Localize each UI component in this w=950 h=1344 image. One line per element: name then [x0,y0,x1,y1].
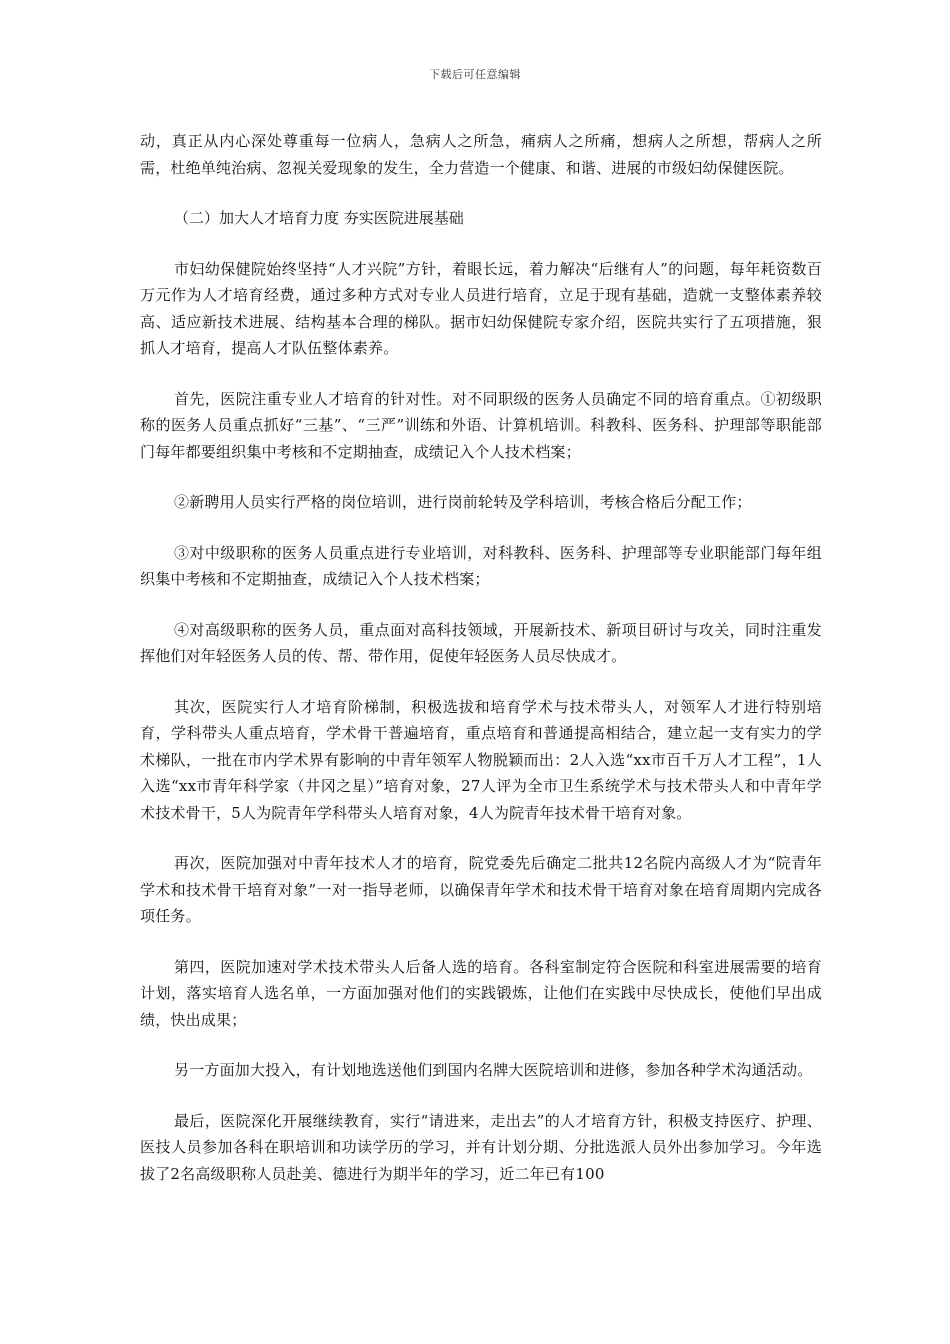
paragraph: 另一方面加大投入，有计划地选送他们到国内名牌大医院培训和进修，参加各种学术沟通活动。 [174,1061,813,1079]
paragraph: 最后，医院深化开展继续教育，实行“请进来，走出去”的人才培育方针，积极支持医疗、护理、医技人员参加各科在职培训和功读学历的学习，并有计划分期、分批选派人员外出参加学习。今年选拔了2名高级职称人员赴美、德进行为期半年的学习，近二年已有100 [140,1111,822,1183]
paragraph: 再次，医院加强对中青年技术人才的培育，院党委先后确定二批共12名院内高级人才为“院青年学术和技术骨干培育对象”一对一指导老师，以确保青年学术和技术骨干培育对象在培育周期内完成各项任务。 [140,854,822,925]
paragraph: 其次，医院实行人才培育阶梯制，积极选拔和培育学术与技术带头人，对领军人才进行特别培育，学科带头人重点培育，学术骨干普遍培育，重点培育和普通提高相结合，建立起一支有实力的学术梯队，一批在市内学术界有影响的中青年领军人物脱颖而出：2人入选“xx市百千万人才工程”，1人入选“xx市青年科学家（井冈之星）”培育对象，27人评为全市卫生系统学术与技术带头人和中青年学术技术骨干，5人为院青年学科带头人培育对象，4人为院青年技术骨干培育对象。 [140,697,822,822]
paragraph: ③对中级职称的医务人员重点进行专业培训，对科教科、医务科、护理部等专业职能部门每年组织集中考核和不定期抽查，成绩记入个人技术档案； [140,543,822,588]
page-header-note: 下载后可任意编辑 [429,68,521,81]
section-heading: （二）加大人才培育力度 夯实医院进展基础 [174,209,464,227]
paragraph: ②新聘用人员实行严格的岗位培训，进行岗前轮转及学科培训，考核合格后分配工作； [174,493,752,511]
paragraph: ④对高级职称的医务人员，重点面对高科技领域，开展新技术、新项目研讨与攻关，同时注重发挥他们对年轻医务人员的传、帮、带作用，促使年轻医务人员尽快成才。 [140,620,822,665]
paragraph: 动，真正从内心深处尊重每一位病人，急病人之所急，痛病人之所痛，想病人之所想，帮病人之所需，杜绝单纯治病、忽视关爱现象的发生，全力营造一个健康、和谐、进展的市级妇幼保健医院。 [140,132,822,177]
paragraph: 第四，医院加速对学术技术带头人后备人选的培育。各科室制定符合医院和科室进展需要的培育计划，落实培育人选名单，一方面加强对他们的实践锻炼，让他们在实践中尽快成长，使他们早出成绩，快出成果； [140,957,822,1029]
paragraph: 首先，医院注重专业人才培育的针对性。对不同职级的医务人员确定不同的培育重点。①初级职称的医务人员重点抓好“三基”、“三严”训练和外语、计算机培训。科教科、医务科、护理部等职能部门每年都要组织集中考核和不定期抽查，成绩记入个人技术档案； [140,389,822,461]
document-body [140,128,822,1211]
paragraph: 市妇幼保健院始终坚持“人才兴院”方针，着眼长远，着力解决“后继有人”的问题，每年耗资数百万元作为人才培育经费，通过多种方式对专业人员进行培育，立足于现有基础，造就一支整体素养较高、适应新技术进展、结构基本合理的梯队。据市妇幼保健院专家介绍，医院共实行了五项措施，狠抓人才培育，提高人才队伍整体素养。 [140,259,822,357]
